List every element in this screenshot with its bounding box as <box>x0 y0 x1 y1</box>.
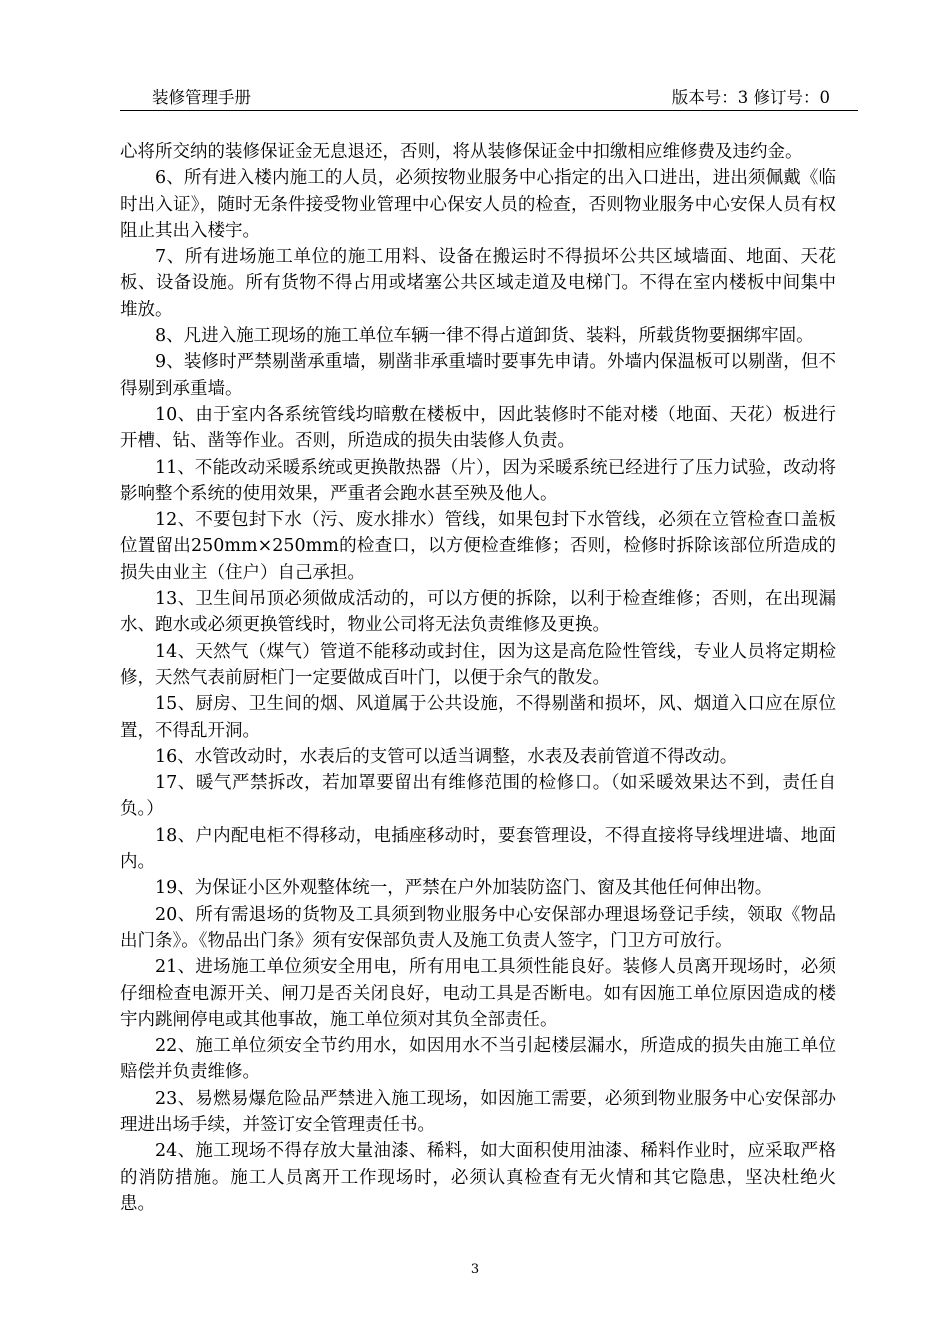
paragraph-item-23: 23、易燃易爆危险品严禁进入施工现场，如因施工需要，必须到物业服务中心安保部办理进出场手续，并签订安全管理责任书。 <box>120 1088 836 1135</box>
paragraph-item-18: 18、户内配电柜不得移动，电插座移动时，要套管理设，不得直接将导线埋进墙、地面内。 <box>120 825 836 873</box>
page-number: 3 <box>470 1262 480 1277</box>
paragraph-item-7: 7、所有进场施工单位的施工用料、设备在搬运时不得损坏公共区域墙面、地面、天花板、设备设施。所有货物不得占用或堵塞公共区域走道及电梯门。不得在室内楼板中间集中堆放。 <box>120 247 836 320</box>
paragraph-item-14: 14、天然气（煤气）管道不能移动或封住，因为这是高危险性管线，专业人员将定期检修，天然气表前厨柜门一定要做成百叶门，以便于余气的散发。 <box>120 641 836 688</box>
version-info: 版本号：3 修订号：0 <box>671 88 830 107</box>
paragraph-item-8: 8、凡进入施工现场的施工单位车辆一律不得占道卸货、装料，所载货物要捆绑牢固。 <box>155 326 814 347</box>
paragraph-item-6: 6、所有进入楼内施工的人员，必须按物业服务中心指定的出入口进出，进出须佩戴《临时出入证》，随时无条件接受物业管理中心保安人员的检查，否则物业服务中心安保人员有权阻止其出入楼宇。 <box>120 168 836 241</box>
paragraph-item-10: 10、由于室内各系统管线均暗敷在楼板中，因此装修时不能对楼（地面、天花）板进行开槽、钻、凿等作业。否则，所造成的损失由装修人负责。 <box>120 404 836 452</box>
paragraph-item-24: 24、施工现场不得存放大量油漆、稀料，如大面积使用油漆、稀料作业时，应采取严格的消防措施。施工人员离开工作现场时，必须认真检查有无火情和其它隐患，坚决杜绝火患。 <box>120 1141 836 1214</box>
paragraph-item-11: 11、不能改动采暖系统或更换散热器（片），因为采暖系统已经进行了压力试验，改动将影响整个系统的使用效果，严重者会跑水甚至殃及他人。 <box>120 457 836 504</box>
paragraph-item-17: 17、暖气严禁拆改，若加罩要留出有维修范围的检修口。（如采暖效果达不到，责任自负。） <box>120 773 836 820</box>
paragraph-item-15: 15、厨房、卫生间的烟、风道属于公共设施，不得剔凿和损坏，风、烟道入口应在原位置，不得乱开洞。 <box>120 694 836 741</box>
paragraph-item-9: 9、装修时严禁剔凿承重墙，剔凿非承重墙时要事先申请。外墙内保温板可以剔凿，但不得剔到承重墙。 <box>120 352 836 399</box>
paragraph-item-16: 16、水管改动时，水表后的支管可以适当调整，水表及表前管道不得改动。 <box>155 746 738 767</box>
paragraph-item-12: 12、不要包封下水（污、废水排水）管线，如果包封下水管线，必须在立管检查口盖板位置留出250mm×250mm的检查口，以方便检查维修；否则，检修时拆除该部位所造成的损失由业主（住户）自己承担。 <box>120 510 836 583</box>
page-header <box>120 84 858 111</box>
paragraph-item-20: 20、所有需退场的货物及工具须到物业服务中心安保部办理退场登记手续，领取《物品出门条》。《物品出门条》须有安保部负责人及施工负责人签字，门卫方可放行。 <box>120 904 836 951</box>
paragraph-item-21: 21、进场施工单位须安全用电，所有用电工具须性能良好。装修人员离开现场时，必须仔细检查电源开关、闸刀是否关闭良好，电动工具是否断电。如有因施工单位原因造成的楼宇内跳闸停电或其他事故，施工单位须对其负全部责任。 <box>120 957 836 1030</box>
document-title: 装修管理手册 <box>152 88 251 107</box>
paragraph-item-22: 22、施工单位须安全节约用水，如因用水不当引起楼层漏水，所造成的损失由施工单位赔偿并负责维修。 <box>120 1036 836 1083</box>
document-body <box>120 139 836 1217</box>
paragraph-item-13: 13、卫生间吊顶必须做成活动的，可以方便的拆除，以利于检查维修；否则，在出现漏水、跑水或必须更换管线时，物业公司将无法负责维修及更换。 <box>120 589 836 636</box>
paragraph-item-19: 19、为保证小区外观整体统一，严禁在户外加装防盗门、窗及其他任何伸出物。 <box>155 878 773 899</box>
paragraph-continued: 心将所交纳的装修保证金无息退还，否则，将从装修保证金中扣缴相应维修费及违约金。 <box>120 142 803 162</box>
